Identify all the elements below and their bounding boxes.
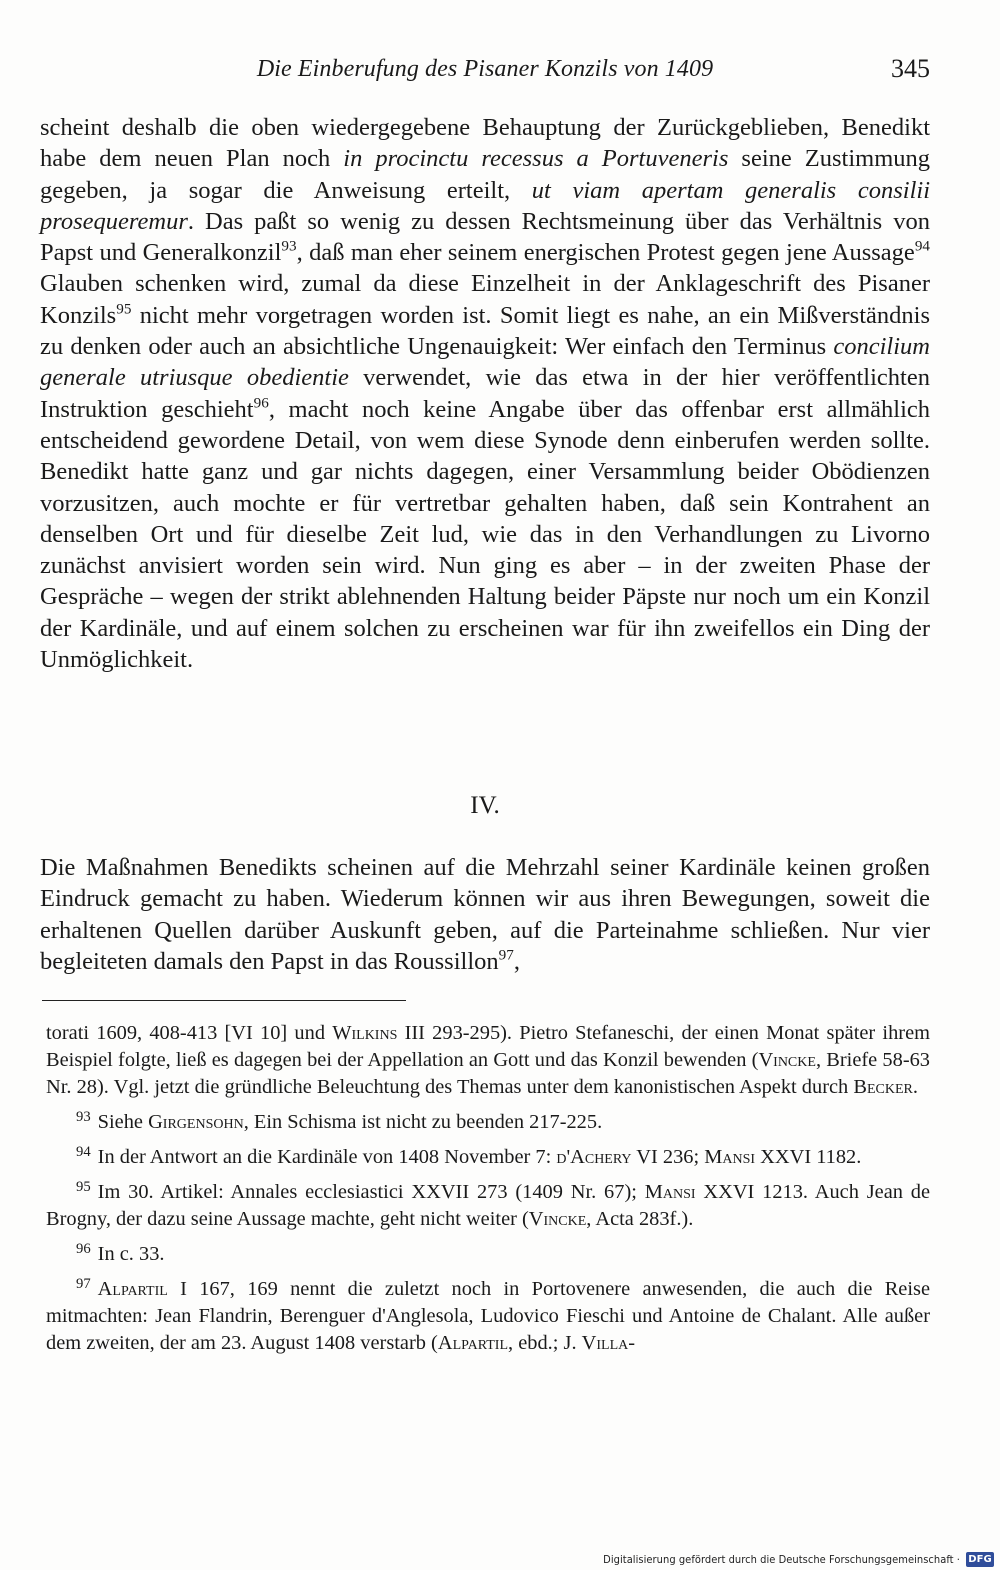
text-run: torati 1609, 408-413 [VI 10] und [46, 1022, 333, 1044]
footnote-96 [46, 1241, 930, 1268]
author-name: Alpartil [437, 1332, 509, 1354]
section-heading: IV. [470, 792, 500, 819]
footnote-93 [46, 1109, 930, 1136]
latin-quote: in procinctu recessus a Portuveneris [343, 145, 729, 173]
footnote-94 [46, 1144, 930, 1171]
page-header [40, 54, 930, 88]
dfg-logo-icon: DFG [966, 1552, 994, 1567]
footnote-ref-97[interactable]: 97 [498, 946, 514, 964]
text-run: I 167, 169 nennt die zuletzt noch in Portovenere anwesenden, die auch die Reise mitmachten: Jean Flandrin, Berenguer d'Anglesola, Ludovico Fieschi und Antoine de Chalant. Alle außer dem zweiten, der am 23. August 1408 verstarb ( [46, 1278, 930, 1354]
author-name: Becker [853, 1076, 913, 1098]
text-run: Glauben schenken wird, zumal da diese Einzelheit in der Anklageschrift des Pisaner Konzils [40, 270, 930, 329]
text-run: verwendet, wie das etwa in der hier veröffentlichten Instruktion geschieht [40, 364, 930, 423]
footnote-number: 95 [76, 1179, 91, 1196]
text-run: . Das paßt so wenig zu dessen Rechtsmeinung über das Verhältnis von Papst und Generalkonzil [40, 207, 930, 267]
text-run: , [513, 947, 520, 975]
text-run: Im 30. Artikel: Annales ecclesiastici XXVII 273 (1409 Nr. 67); [97, 1181, 645, 1203]
author-name: Mansi [704, 1146, 756, 1168]
footnote-ref-93[interactable]: 93 [281, 237, 297, 255]
text-run: XXVI 1213. Auch Jean de Brogny, der dazu seine Aussage machte, geht nicht weiter ( [46, 1181, 930, 1230]
latin-quote: ut viam apertam generalis consilii prosequeremur [40, 176, 930, 235]
main-paragraph-1 [40, 112, 930, 675]
digitization-credit [603, 1548, 1000, 1570]
text-run: seine Zustimmung gegeben, ja sogar die Anweisung erteilt, [40, 145, 931, 204]
author-name: Villa- [581, 1332, 636, 1354]
text-run: scheint deshalb die oben wiedergegebene Behauptung der Zurückgeblieben, Benedikt habe dem neuen Plan noch [40, 114, 930, 173]
footnote-ref-94[interactable]: 94 [914, 237, 930, 255]
footnote-number: 97 [76, 1276, 91, 1293]
footnote-separator [42, 1000, 406, 1001]
footnote-95 [46, 1179, 930, 1233]
footnote-ref-96[interactable]: 96 [253, 394, 269, 412]
text-run: Die Maßnahmen Benedikts scheinen auf die Mehrzahl seiner Kardinäle keinen großen Eindruck gemacht zu haben. Wiederum können wir aus ihren Bewegungen, soweit die erhaltenen Quellen darüber Auskunft geben, auf die Parteinahme schließen. Nur vier begleiteten damals den Papst in das Roussillon [40, 854, 930, 975]
footnote-number: 94 [76, 1144, 91, 1161]
text-run: . [912, 1076, 918, 1098]
page-number: 345 [891, 54, 930, 83]
footnote-continuation [46, 1020, 930, 1101]
author-name: Girgensohn [148, 1111, 244, 1133]
latin-term: concilium generale utriusque obedientie [40, 333, 930, 392]
text-run: III 293-295). Pietro Stefaneschi, der einen Monat später ihrem Beispiel folgte, ließ es dagegen bei der Appellation an Gott und das Konzil bewenden ( [46, 1022, 930, 1071]
text-run: XXVI 1182. [755, 1146, 862, 1168]
running-title: Die Einberufung des Pisaner Konzils von 1409 [256, 56, 714, 82]
footnote-ref-95[interactable]: 95 [116, 300, 132, 318]
footnote-number: 96 [76, 1241, 91, 1258]
author-name: Vincke [758, 1049, 816, 1071]
text-run: VI 236; [631, 1146, 705, 1168]
text-run: , ebd.; J. [508, 1332, 582, 1354]
text-run: , Ein Schisma ist nicht zu beenden 217-225. [243, 1111, 603, 1133]
text-run: Siehe [97, 1111, 149, 1133]
text-run: nicht mehr vorgetragen worden ist. Somit liegt es nahe, an ein Mißverständnis zu denken oder auch an absichtliche Ungenauigkeit: Wer einfach den Terminus [40, 301, 930, 361]
text-run: , macht noch keine Angabe über das offenbar erst allmählich entscheidend gewordene Detail, von wem diese Synode denn einberufen werden sollte. Benedikt hatte ganz und gar nichts dagegen, einer Versammlung beider Obödienzen vorzusitzen, auch mochte er für vertretbar gehalten haben, daß sein Kontrahent an denselben Ort und für dieselbe Zeit lud, wie das in den Verhandlungen zu Livorno zunächst anvisiert worden sein wird. Nun ging es aber – in der zweiten Phase der Gespräche – wegen der strikt ablehnenden Haltung beider Päpste nur noch um ein Konzil der Kardinäle, und auf einem solchen zu erscheinen war für ihn zweifellos ein Ding der Unmöglichkeit. [40, 395, 930, 674]
footnote-97 [46, 1276, 930, 1357]
author-name: Wilkins [332, 1022, 398, 1044]
footnotes-section [46, 1020, 930, 1365]
text-run: , Briefe 58-63 Nr. 28). Vgl. jetzt die gründliche Beleuchtung des Themas unter dem kanonistischen Aspekt durch [46, 1049, 931, 1098]
text-run: , daß man eher seinem energischen Protest gegen jene Aussage [296, 239, 915, 267]
author-name: d'Achery [556, 1146, 632, 1168]
credit-text: Digitalisierung gefördert durch die Deutsche Forschungsgemeinschaft · [603, 1552, 960, 1566]
footnote-number: 93 [76, 1109, 91, 1126]
author-name: Vincke [528, 1208, 587, 1230]
text-run: In der Antwort an die Kardinäle von 1408 November 7: [97, 1146, 557, 1168]
author-name: Mansi [644, 1181, 696, 1203]
main-paragraph-2 [40, 852, 930, 977]
text-run: , Acta 283f.). [586, 1208, 694, 1230]
text-run: In c. 33. [97, 1243, 165, 1265]
author-name: Alpartil [97, 1278, 168, 1300]
